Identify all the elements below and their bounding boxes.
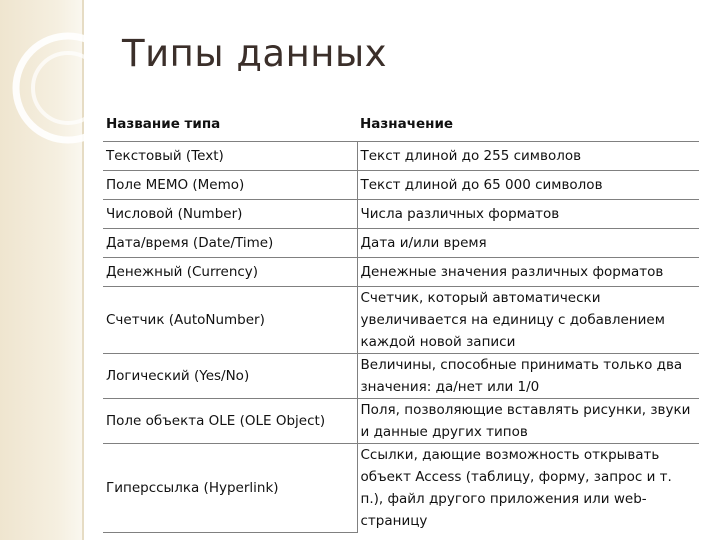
type-cell: Дата/время (Date/Time) <box>103 229 357 258</box>
purpose-cell: Текст длиной до 65 000 символов <box>357 171 699 200</box>
left-band-edge <box>82 0 84 540</box>
type-cell: Числовой (Number) <box>103 200 357 229</box>
table-row <box>103 142 699 171</box>
data-types-table <box>103 107 699 533</box>
purpose-cell: Текст длиной до 255 символов <box>357 142 699 171</box>
table-header-row <box>103 107 699 142</box>
type-cell: Гиперссылка (Hyperlink) <box>103 444 357 533</box>
purpose-cell: Поля, позволяющие вставлять рисунки, звуки и данные других типов <box>357 399 699 444</box>
purpose-cell: Денежные значения различных форматов <box>357 258 699 287</box>
type-cell: Поле MEMO (Memo) <box>103 171 357 200</box>
slide-title: Типы данных <box>122 32 388 75</box>
header-type-name: Название типа <box>103 107 357 142</box>
type-cell: Поле объекта OLE (OLE Object) <box>103 399 357 444</box>
table-row <box>103 399 699 444</box>
purpose-cell: Счетчик, который автоматически увеличивается на единицу с добавлением каждой новой записи <box>357 287 699 354</box>
type-cell: Денежный (Currency) <box>103 258 357 287</box>
table-row <box>103 200 699 229</box>
purpose-cell: Дата и/или время <box>357 229 699 258</box>
purpose-cell: Числа различных форматов <box>357 200 699 229</box>
table-row <box>103 444 699 533</box>
table-row <box>103 171 699 200</box>
table-row <box>103 229 699 258</box>
type-cell: Счетчик (AutoNumber) <box>103 287 357 354</box>
type-cell: Логический (Yes/No) <box>103 354 357 399</box>
left-decor-band <box>0 0 82 540</box>
type-cell: Текстовый (Text) <box>103 142 357 171</box>
purpose-cell: Величины, способные принимать только два значения: да/нет или 1/0 <box>357 354 699 399</box>
table-row <box>103 354 699 399</box>
header-purpose: Назначение <box>357 107 699 142</box>
purpose-cell: Ссылки, дающие возможность открывать объект Access (таблицу, форму, запрос и т. п.), файл другого приложения или web-страницу <box>357 444 699 533</box>
table-row <box>103 258 699 287</box>
table-row <box>103 287 699 354</box>
